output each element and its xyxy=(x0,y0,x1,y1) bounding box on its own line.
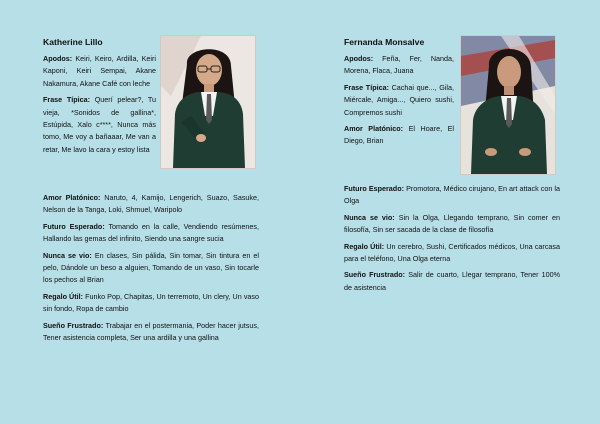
yearbook-page-fernanda xyxy=(300,0,600,424)
field-amor-platonico xyxy=(43,192,259,217)
field-label: Amor Platónico: xyxy=(344,124,404,134)
student-name: Fernanda Monsalve xyxy=(344,37,425,47)
field-label: Futuro Esperado: xyxy=(43,221,105,231)
field-value: Feña, Fer, Nanda, Morena, Flaca, Juana xyxy=(344,54,454,76)
field-nunca-se-vio xyxy=(344,212,560,237)
field-value: El Hoare, El Diego, Brian xyxy=(344,124,454,146)
details-column-bottom xyxy=(344,183,560,298)
field-value: Promotora, Médico cirujano, En art attack con la Olga xyxy=(344,184,561,206)
student-photo xyxy=(160,35,256,169)
field-value: Naruto, 4, Kamijo, Lengerich, Suazo, Sasuke, Nelson de la Tanga, Loki, Shmuel, Waripolo xyxy=(43,193,259,215)
field-label: Nunca se vio: xyxy=(344,212,395,222)
field-nunca-se-vio xyxy=(43,250,259,287)
field-value: Cachai que..., Gila, Miércale, Amiga..., Quiero sushi, Compremos sushi xyxy=(344,82,454,117)
field-value: Un cerebro, Sushi, Certificados médicos, Una carcasa para el teléfono, Una Olga eterna xyxy=(344,241,560,264)
field-value: Salir de cuarto, Llegar temprano, Tener 100% de asistencia xyxy=(344,270,560,292)
field-label: Frase Típica: xyxy=(43,95,91,105)
details-column-top xyxy=(43,53,156,160)
field-label: Frase Típica: xyxy=(344,82,389,92)
details-column-bottom xyxy=(43,192,259,348)
field-frase-tipica xyxy=(43,94,156,156)
field-label: Regalo Útil: xyxy=(43,291,84,301)
field-value: En clases, Sin pálida, Sin tomar, Sin tintura en el pelo, Dándole un beso a alguien, Tomando de un vaso, Sin tocarle los pechos al Brian xyxy=(43,250,260,285)
field-sueno-frustrado xyxy=(344,269,560,294)
field-label: Sueño Frustrado: xyxy=(43,320,104,330)
field-label: Sueño Frustrado: xyxy=(344,270,406,280)
portrait-image xyxy=(161,36,255,168)
field-value: Keiri, Keiro, Ardilla, Keiri Kaponi, Keiri Sempai, Akane Nakamura, Akane Café con leche xyxy=(43,54,156,88)
field-futuro-esperado xyxy=(43,221,259,246)
field-label: Apodos: xyxy=(344,54,374,63)
field-futuro-esperado xyxy=(344,183,560,208)
field-apodos xyxy=(43,53,156,90)
details-column-top xyxy=(344,53,454,152)
field-value: Tomando en la calle, Vendiendo resúmenes, Hallando las gemas del infinito, Siendo una sangre sucia xyxy=(43,221,260,244)
field-label: Apodos: xyxy=(43,54,73,63)
field-value: Querí pelear?, Tu vieja, *Sonidos de gallina*, Estúpida, Xalo c****, Nunca más tomo, Me voy a bañaaar, Me van a retar, Me lavo la cara y estoy lista xyxy=(43,95,157,154)
field-label: Amor Platónico: xyxy=(43,193,101,202)
field-value: Funko Pop, Chapitas, Un terremoto, Un clery, Un vaso sin fondo, Ropa de cambio xyxy=(43,291,259,314)
field-label: Regalo Útil: xyxy=(344,241,385,251)
field-sueno-frustrado xyxy=(43,320,259,345)
field-regalo-util xyxy=(344,241,560,266)
student-name: Katherine Lillo xyxy=(43,37,103,47)
student-photo xyxy=(460,35,556,175)
field-frase-tipica xyxy=(344,82,454,119)
field-apodos xyxy=(344,53,454,78)
field-label: Futuro Esperado: xyxy=(344,184,404,193)
portrait-image xyxy=(461,36,555,174)
field-amor-platonico xyxy=(344,123,454,148)
field-label: Nunca se vio: xyxy=(43,250,92,260)
field-value: Sin la Olga, Llegando temprano, Sin comer en filosofía, Sin ser sacada de la clase de filosofía xyxy=(344,212,560,235)
field-value: Trabajar en el postermania, Poder hacer jutsus, Tener asistencia completa, Ser una ardilla y una gallina xyxy=(43,320,259,343)
field-regalo-util xyxy=(43,291,259,316)
